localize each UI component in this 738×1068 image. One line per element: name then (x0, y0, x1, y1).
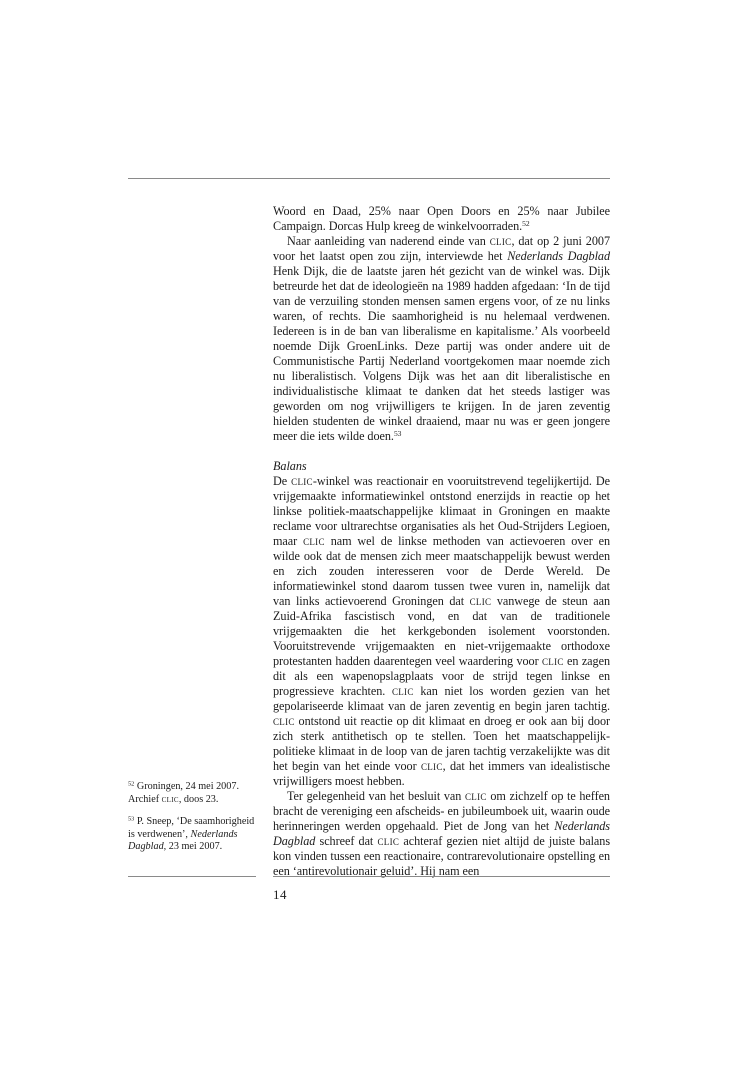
main-text-column (273, 204, 610, 879)
footnote-marker: 53 (393, 428, 402, 438)
text-run: vanwege de steun aan Zuid-Afrika fascistisch vond, en dat van de traditionele vrijgemaakten die het kerkgebonden isolement voorstonden. Vooruitstrevende vrijgemaakten en niet-vrijgemaakte orthodoxe protestanten hadden daarentegen veel waardering voor (273, 594, 610, 668)
footnote-52 (128, 781, 256, 806)
footnote-rule (128, 876, 256, 877)
text-run: Ter gelegenheid van het besluit van (287, 789, 465, 803)
small-caps-name: clic (391, 684, 414, 698)
text-run: , doos 23. (178, 793, 219, 805)
text-run: 23 mei 2007. (166, 841, 223, 853)
small-caps-name: clic (291, 474, 313, 488)
text-run: De (273, 474, 292, 488)
text-run: Henk Dijk, die de laatste jaren hét gezicht van de winkel was. Dijk betreurde het dat de ideologieën na 1989 hadden afgedaan: ‘In de tijd van de verzuiling stonden mensen samen ergens voor, of ze nu links waren, of rechts. Die saamhorigheid is nu helemaal verdwenen. Iedereen is in de ban van liberalisme en kapitalisme.’ Als voorbeeld noemde Dijk GroenLinks. Deze partij was onder andere uit de Communistische Partij Nederland voortgekomen maar noemde zich nu liberalistisch. Volgens Dijk was het aan dit liberalistische en individualistische klimaat te danken dat het steeds lastiger was geworden om nog vrijwilligers te krijgen. In de jaren zeventig hielden studenten de winkel draaiend, maar nu was er geen jongere meer die iets wilde doen. (273, 264, 610, 443)
top-rule (128, 178, 610, 179)
small-caps-name: clic (161, 793, 179, 805)
paragraph-continued (273, 204, 610, 234)
section-heading-balans: Balans (273, 459, 307, 473)
footnote-marker: 53 (128, 815, 135, 823)
italic-title: Nederlands Dagblad (273, 819, 610, 848)
paragraph-balans (273, 474, 610, 789)
text-run: ontstond uit reactie op dit klimaat en droeg er ook aan bij door zich sterk antithetisch op te stellen. Toen het maatschappelijk-politieke klimaat in de loop van de jaren tachtig verzakelijkte was dit het begin van het einde voor (273, 714, 610, 773)
text-run: en zagen dit als een wapenopslagplaats voor de strijd tegen linkse en progressieve krachten. (273, 654, 610, 698)
footnote-marker: 52 (128, 780, 135, 788)
bottom-rule (273, 876, 610, 877)
footnote-53 (128, 816, 256, 854)
small-caps-name: clic (489, 234, 512, 248)
footnotes (128, 781, 256, 864)
small-caps-name: clic (303, 534, 325, 548)
paragraph-afscheidsboek (273, 789, 610, 879)
italic-title: Nederlands Dagblad, (128, 828, 238, 853)
text-run: Woord en Daad, 25% naar Open Doors en 25% naar Jubilee Campaign. Dorcas Hulp kreeg de winkelvoorraden. (273, 204, 610, 233)
text-run: schreef dat (315, 834, 378, 848)
page-number: 14 (273, 887, 287, 902)
text-run: P. Sneep, ‘De saamhorigheid is verdwenen’, (128, 816, 255, 840)
text-run: -winkel was reactionair en vooruitstrevend tegelijkertijd. De vrijgemaakte informatiewinkel ontstond enerzijds in reactie op het linkse politiek-maatschappelijke klimaat in Groningen en maakte reclame voor ultrarechtse organisaties als het Oud-Strijders Legioen, maar (273, 474, 611, 548)
text-run: , dat het immers van idealistische vrijwilligers moest hebben. (273, 759, 610, 788)
italic-title: Nederlands Dagblad (507, 249, 610, 263)
small-caps-name: clic (541, 654, 564, 668)
text-run: , dat op 2 juni 2007 voor het laatst open zou zijn, interviewde het (273, 234, 610, 263)
small-caps-name: clic (469, 594, 492, 608)
small-caps-name: clic (420, 759, 443, 773)
paragraph-dijk-interview (273, 234, 610, 444)
small-caps-name: clic (377, 834, 400, 848)
text-run: kan niet los worden gezien van het gepolariseerde klimaat van de jaren zeventig en begin jaren tachtig. (273, 684, 611, 713)
text-run: om zichzelf op te heffen bracht de vereniging een afscheids- en jubileumboek uit, waarin oude herinneringen werden opgehaald. Piet de Jong van het (273, 789, 610, 833)
text-run: Naar aanleiding van naderend einde van (287, 234, 490, 248)
small-caps-name: clic (273, 714, 295, 728)
text-run: achteraf gezien niet altijd de juiste balans kon vinden tussen een reactionaire, contrarevolutionaire opstelling en een ‘antirevolutionair geluid’. Hij nam een (273, 834, 611, 878)
footnote-marker: 52 (522, 218, 530, 228)
text-run: nam wel de linkse methoden van actievoeren over en wilde ook dat de mensen zich meer maatschappelijk bewust werden en zich zouden interesseren voor de Derde Wereld. De informatiewinkel stond daarom tussen twee vuren in, namelijk dat van links actievoerend Groningen dat (273, 534, 611, 608)
text-run: Groningen, 24 mei 2007. Archief (128, 781, 240, 805)
small-caps-name: clic (464, 789, 487, 803)
